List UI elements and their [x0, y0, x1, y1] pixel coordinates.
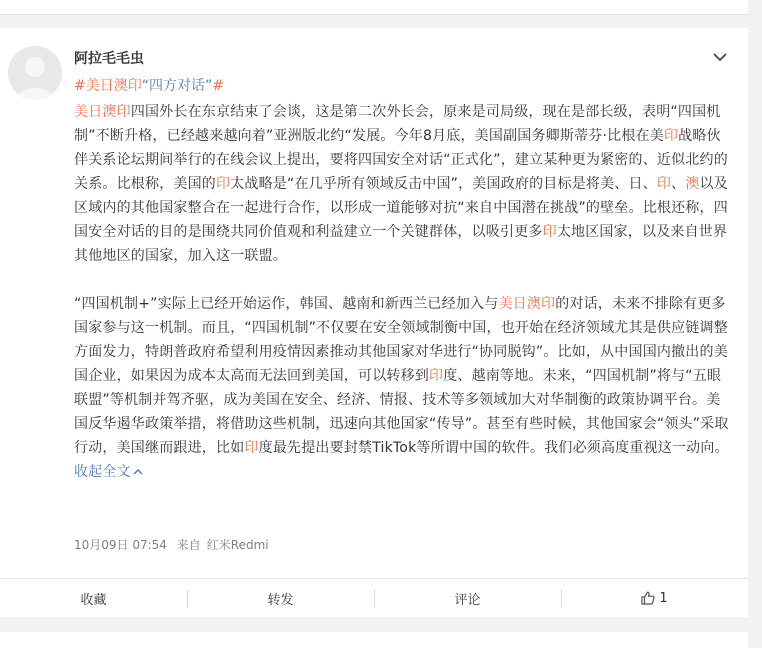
repost-label: 转发 — [267, 592, 294, 608]
post-text: 太地区国家，以及来自世界其他地区的国家，加入这一联盟。 — [74, 224, 728, 264]
highlighted-keyword[interactable]: 澳 — [685, 176, 700, 192]
comment-button[interactable] — [374, 579, 561, 617]
previous-post-card — [0, 0, 748, 15]
post-text: 度、越南等地。未来，“四国机制”将与“五眼联盟”等机制并驾齐驱，成为美国在安全、经济、情报、技术等多领域加大对华制衡的政策协调平台。美国反华遏华政策举措，将借助这些机制，迅速向其他国家“传导”。甚至有些时候，其他国家会“领头”采取行动，美国继而跟进，比如 — [74, 368, 729, 456]
post-content — [74, 100, 734, 484]
collapse-full-text-link[interactable] — [74, 464, 143, 480]
highlighted-keyword[interactable]: 印 — [429, 368, 444, 384]
like-button[interactable] — [561, 579, 748, 617]
like-count: 1 — [659, 590, 668, 606]
highlighted-keyword[interactable]: 美日澳印 — [498, 296, 556, 312]
source-prefix: 来自 — [176, 538, 201, 552]
post-text: 的对话，未来不排除有更多国家参与这一机制。而且，“四国机制”不仅要在安全领域制衡中国，也开始在经济领域尤其是供应链调整方面发力，特朗普政府希望利用疫情因素推动其他国家对华进行“协同脱钩”。比如，从中国国内撤出的美国企业，如果因为成本太高而无法回到美国，可以转移到 — [74, 296, 728, 384]
topic-suffix: # — [212, 78, 224, 94]
chevron-up-icon — [133, 468, 143, 476]
post-text: “四国机制+”实际上已经开始运作，韩国、越南和新西兰已经加入与 — [74, 296, 499, 312]
weibo-post-card — [0, 28, 748, 578]
post-paragraph-2 — [74, 292, 734, 484]
post-text: 四国外长在东京结束了会谈，这是第二次外长会，原来是司局级，现在是部长级，表明“四国机制”不断升格，已经越来越向着”亚洲版北约“发展。今年8月底，美国副国务卿斯蒂芬·比根在美 — [74, 104, 721, 144]
post-text: 太战略是“在几乎所有领域反击中国”，美国政府的目标是将美、日、 — [230, 176, 657, 192]
post-text: 战略伙伴关系论坛期间举行的在线会议上提出，要将四国安全对话“正式化”，建立某种更为紧密的、近似北约的关系。比根称，美国的 — [74, 128, 728, 192]
topic-prefix: #美日澳印 — [74, 78, 142, 94]
highlighted-keyword[interactable]: 印 — [244, 440, 259, 456]
post-paragraph-1 — [74, 100, 734, 268]
highlighted-keyword[interactable]: 美日澳印 — [74, 104, 131, 120]
favorite-label: 收藏 — [80, 592, 107, 608]
avatar[interactable] — [8, 46, 62, 100]
thumbs-up-icon — [641, 591, 655, 605]
highlighted-keyword[interactable]: 印 — [542, 224, 557, 240]
topic-link[interactable] — [74, 76, 224, 96]
author-name[interactable]: 阿拉毛毛虫 — [74, 51, 144, 67]
highlighted-keyword[interactable]: 印 — [216, 176, 231, 192]
next-post-card — [0, 632, 748, 648]
post-source: 红米Redmi — [206, 538, 269, 552]
post-action-bar — [0, 578, 748, 617]
post-text: 度最先提出要封禁TikTok等所谓中国的软件。我们必须高度重视这一动向。 — [258, 440, 729, 456]
comment-label: 评论 — [454, 592, 481, 608]
collapse-label: 收起全文 — [74, 464, 131, 480]
favorite-button[interactable] — [0, 579, 187, 617]
highlighted-keyword[interactable]: 印 — [663, 128, 679, 144]
topic-quoted: “四方对话” — [141, 78, 213, 94]
chevron-down-icon[interactable] — [710, 50, 730, 64]
post-text: 、 — [671, 176, 686, 192]
repost-button[interactable] — [187, 579, 374, 617]
post-text: 以及区域内的其他国家整合在一起进行合作，以形成一道能够对抗“来自中国潜在挑战”的壁垒。比根还称，四国安全对话的目的是围绕共同价值观和利益建立一个关键群体，以吸引更多 — [74, 176, 728, 240]
highlighted-keyword[interactable]: 印 — [656, 176, 672, 192]
post-meta — [74, 536, 275, 553]
default-avatar-icon — [8, 46, 62, 100]
post-timestamp[interactable]: 10月09日 07:54 — [74, 538, 167, 552]
